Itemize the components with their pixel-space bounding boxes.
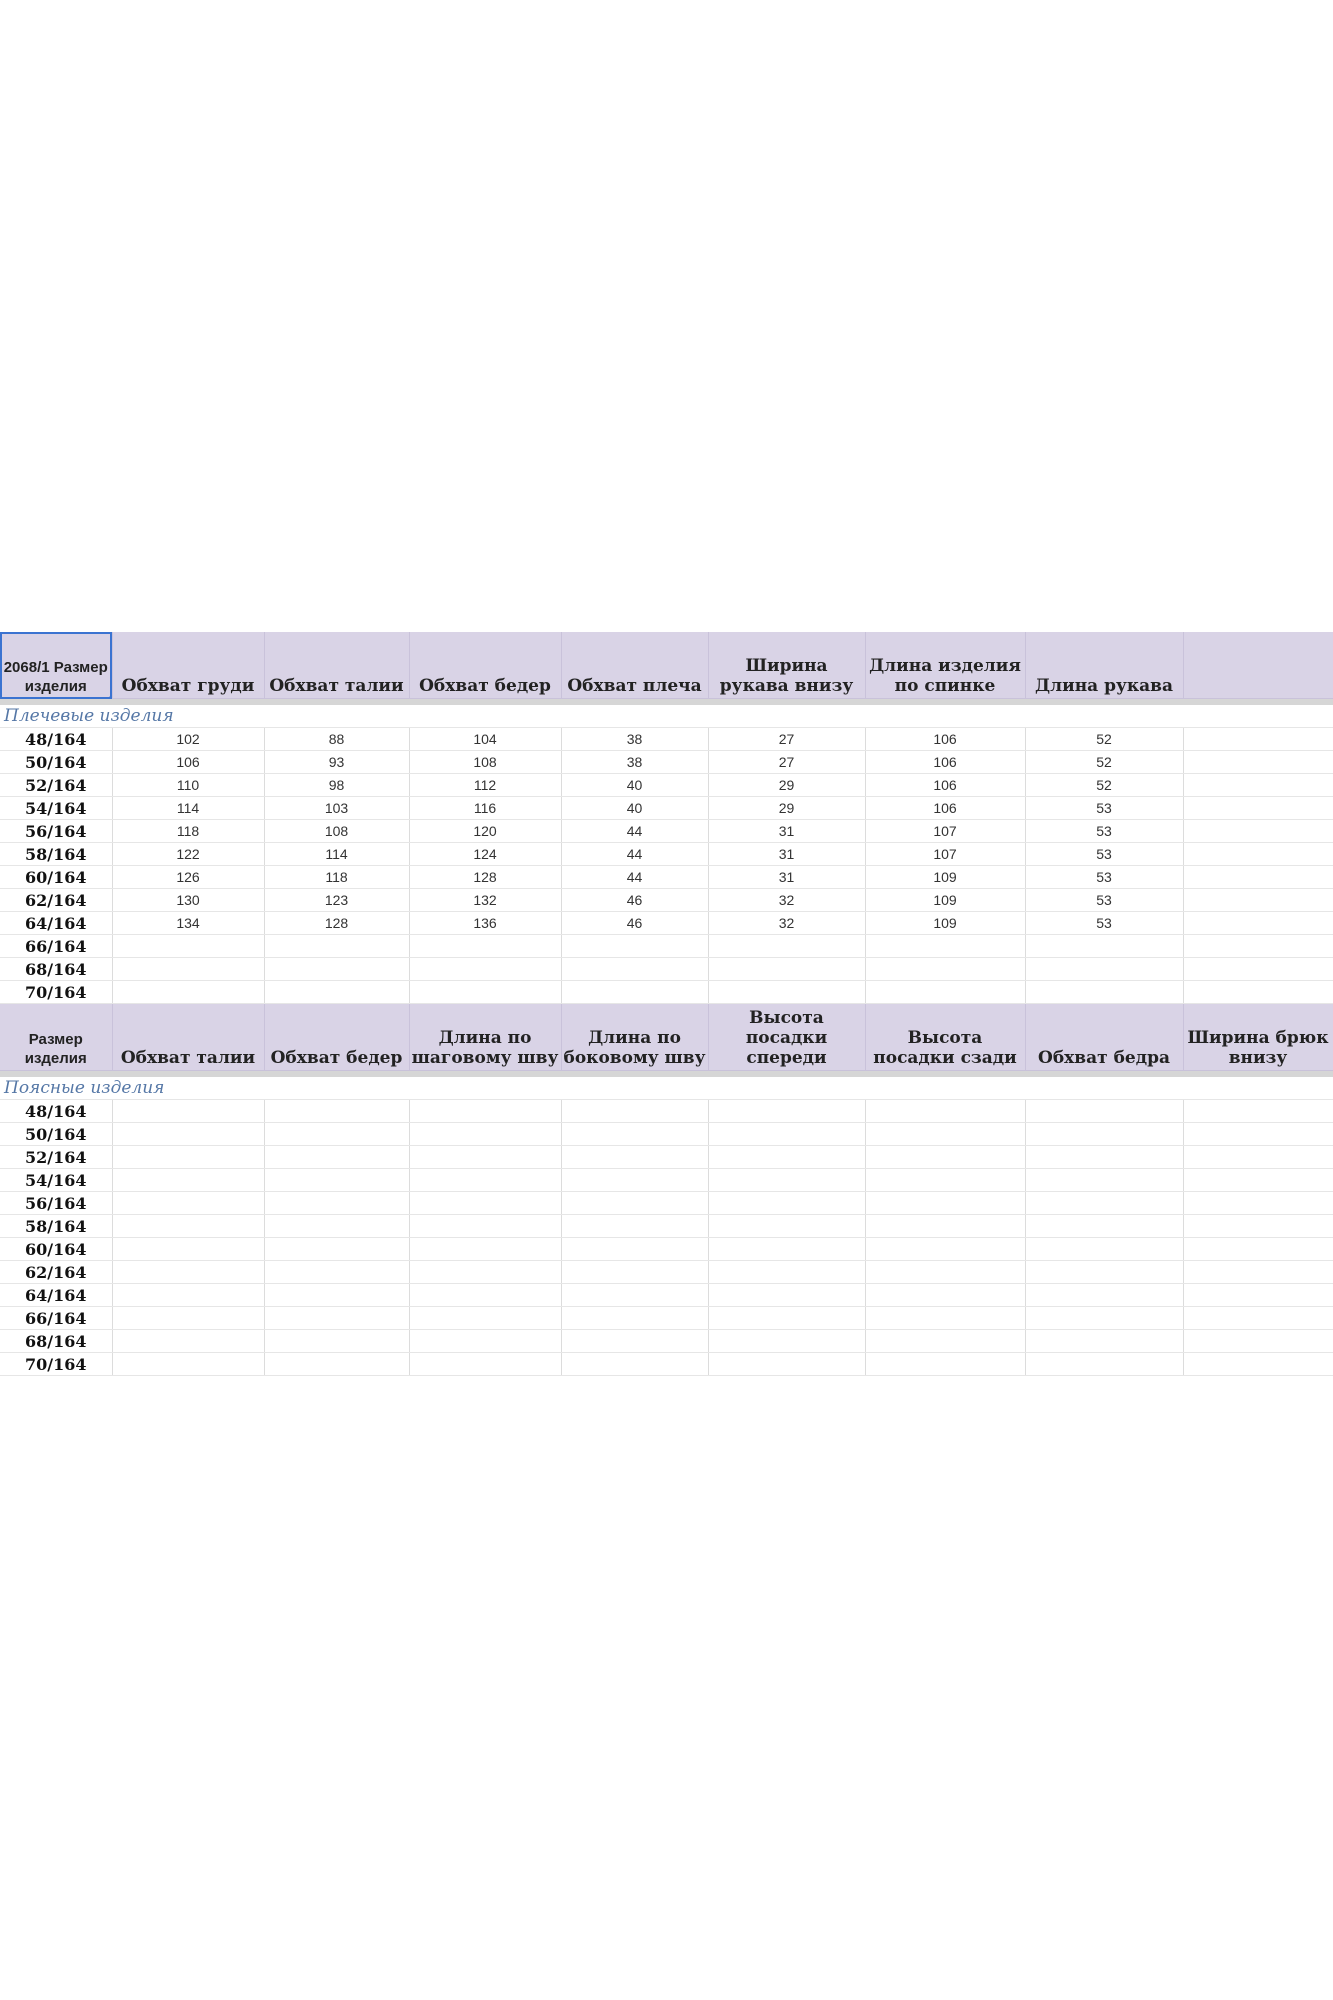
value-cell[interactable]: [409, 1169, 561, 1192]
value-cell[interactable]: [865, 958, 1025, 981]
value-cell[interactable]: [112, 1146, 264, 1169]
value-cell[interactable]: [112, 1307, 264, 1330]
value-cell[interactable]: [708, 1123, 865, 1146]
value-cell[interactable]: [1183, 935, 1333, 958]
value-cell[interactable]: [561, 981, 708, 1004]
value-cell[interactable]: [561, 1169, 708, 1192]
value-cell[interactable]: 126: [112, 866, 264, 889]
value-cell[interactable]: [561, 1330, 708, 1353]
value-cell[interactable]: [1025, 1261, 1183, 1284]
size-cell[interactable]: 56/164: [0, 820, 112, 843]
waist-header-row: [0, 1004, 1333, 1071]
value-cell[interactable]: [112, 1353, 264, 1376]
value-cell[interactable]: [708, 981, 865, 1004]
shoulder-header-cell[interactable]: Обхват груди: [112, 632, 264, 699]
value-cell[interactable]: [1183, 751, 1333, 774]
value-cell[interactable]: [865, 981, 1025, 1004]
shoulder-header-cell[interactable]: Длина изделия по спинке: [865, 632, 1025, 699]
size-cell[interactable]: 58/164: [0, 1215, 112, 1238]
waist-header-cell[interactable]: Высота посадки сзади: [865, 1004, 1025, 1071]
value-cell[interactable]: [264, 1307, 409, 1330]
value-cell[interactable]: [561, 1146, 708, 1169]
value-cell[interactable]: [1025, 1284, 1183, 1307]
value-cell[interactable]: [1025, 1330, 1183, 1353]
size-cell[interactable]: 64/164: [0, 912, 112, 935]
value-cell[interactable]: 52: [1025, 751, 1183, 774]
waist-header-cell[interactable]: Обхват бедра: [1025, 1004, 1183, 1071]
value-cell[interactable]: [409, 935, 561, 958]
value-cell[interactable]: 53: [1025, 866, 1183, 889]
value-cell[interactable]: 136: [409, 912, 561, 935]
value-cell[interactable]: [264, 958, 409, 981]
value-cell[interactable]: [264, 1123, 409, 1146]
value-cell[interactable]: [865, 1169, 1025, 1192]
table-row: [0, 1284, 1333, 1307]
value-cell[interactable]: 53: [1025, 843, 1183, 866]
size-cell[interactable]: 68/164: [0, 1330, 112, 1353]
size-cell[interactable]: 54/164: [0, 797, 112, 820]
value-cell[interactable]: [865, 1353, 1025, 1376]
value-cell[interactable]: [1025, 981, 1183, 1004]
value-cell[interactable]: 123: [264, 889, 409, 912]
value-cell[interactable]: 134: [112, 912, 264, 935]
value-cell[interactable]: 132: [409, 889, 561, 912]
value-cell[interactable]: [264, 1353, 409, 1376]
value-cell[interactable]: [865, 1123, 1025, 1146]
value-cell[interactable]: 46: [561, 889, 708, 912]
value-cell[interactable]: [1183, 1261, 1333, 1284]
value-cell[interactable]: [112, 1215, 264, 1238]
value-cell[interactable]: [1183, 797, 1333, 820]
value-cell[interactable]: [708, 1146, 865, 1169]
table-row: [0, 843, 1333, 866]
value-cell[interactable]: [112, 1330, 264, 1353]
table-row: [0, 728, 1333, 751]
value-cell[interactable]: [708, 1353, 865, 1376]
value-cell[interactable]: 27: [708, 751, 865, 774]
value-cell[interactable]: [1183, 889, 1333, 912]
value-cell[interactable]: [561, 1307, 708, 1330]
size-cell[interactable]: 52/164: [0, 1146, 112, 1169]
table-row: [0, 889, 1333, 912]
size-chart-grid: [0, 632, 1333, 1376]
value-cell[interactable]: 109: [865, 889, 1025, 912]
value-cell[interactable]: [1183, 912, 1333, 935]
value-cell[interactable]: [112, 981, 264, 1004]
value-cell[interactable]: 102: [112, 728, 264, 751]
shoulder-section-row: [0, 705, 1333, 728]
value-cell[interactable]: 128: [409, 866, 561, 889]
value-cell[interactable]: [112, 1169, 264, 1192]
table-row: [0, 981, 1333, 1004]
size-cell[interactable]: 66/164: [0, 935, 112, 958]
size-cell[interactable]: 66/164: [0, 1307, 112, 1330]
value-cell[interactable]: [409, 1353, 561, 1376]
size-cell[interactable]: 48/164: [0, 728, 112, 751]
size-cell[interactable]: 64/164: [0, 1284, 112, 1307]
value-cell[interactable]: [561, 1261, 708, 1284]
size-cell[interactable]: 50/164: [0, 751, 112, 774]
table-row: [0, 1353, 1333, 1376]
value-cell[interactable]: 106: [865, 728, 1025, 751]
table-row: [0, 1169, 1333, 1192]
table-row: [0, 774, 1333, 797]
size-cell[interactable]: 62/164: [0, 1261, 112, 1284]
shoulder-header-cell[interactable]: Ширина рукава внизу: [708, 632, 865, 699]
value-cell[interactable]: [1183, 1100, 1333, 1123]
value-cell[interactable]: 106: [865, 774, 1025, 797]
value-cell[interactable]: [1183, 820, 1333, 843]
value-cell[interactable]: [865, 1261, 1025, 1284]
value-cell[interactable]: [1183, 1238, 1333, 1261]
value-cell[interactable]: [1183, 1192, 1333, 1215]
value-cell[interactable]: 108: [264, 820, 409, 843]
value-cell[interactable]: [409, 1146, 561, 1169]
shoulder-header-cell[interactable]: Обхват талии: [264, 632, 409, 699]
value-cell[interactable]: [112, 1284, 264, 1307]
table-row: [0, 1261, 1333, 1284]
value-cell[interactable]: [264, 1238, 409, 1261]
value-cell[interactable]: [264, 981, 409, 1004]
value-cell[interactable]: [561, 1100, 708, 1123]
value-cell[interactable]: 32: [708, 912, 865, 935]
value-cell[interactable]: [865, 1307, 1025, 1330]
value-cell[interactable]: [1025, 1146, 1183, 1169]
value-cell[interactable]: [112, 958, 264, 981]
value-cell[interactable]: [1183, 1307, 1333, 1330]
value-cell[interactable]: [561, 1353, 708, 1376]
waist-header-cell[interactable]: Длина по шаговому шву: [409, 1004, 561, 1071]
value-cell[interactable]: 116: [409, 797, 561, 820]
value-cell[interactable]: [708, 1261, 865, 1284]
value-cell[interactable]: [708, 1192, 865, 1215]
table-row: [0, 912, 1333, 935]
value-cell[interactable]: 29: [708, 774, 865, 797]
shoulder-header-cell[interactable]: [1183, 632, 1333, 699]
value-cell[interactable]: [1025, 1100, 1183, 1123]
value-cell[interactable]: [409, 1307, 561, 1330]
size-cell[interactable]: 56/164: [0, 1192, 112, 1215]
value-cell[interactable]: [112, 1261, 264, 1284]
value-cell[interactable]: [409, 1261, 561, 1284]
value-cell[interactable]: [1025, 1307, 1183, 1330]
value-cell[interactable]: [1183, 1123, 1333, 1146]
value-cell[interactable]: 114: [112, 797, 264, 820]
value-cell[interactable]: [561, 1215, 708, 1238]
value-cell[interactable]: 103: [264, 797, 409, 820]
value-cell[interactable]: [561, 935, 708, 958]
value-cell[interactable]: [409, 1215, 561, 1238]
value-cell[interactable]: [264, 1215, 409, 1238]
size-cell[interactable]: 60/164: [0, 1238, 112, 1261]
table-row: [0, 1215, 1333, 1238]
size-cell[interactable]: 54/164: [0, 1169, 112, 1192]
value-cell[interactable]: [865, 1100, 1025, 1123]
waist-header-cell[interactable]: Ширина брюк внизу: [1183, 1004, 1333, 1071]
value-cell[interactable]: [409, 1284, 561, 1307]
shoulder-header-cell[interactable]: 2068/1 Размер изделия: [0, 632, 112, 699]
value-cell[interactable]: [1183, 1215, 1333, 1238]
value-cell[interactable]: 124: [409, 843, 561, 866]
size-cell[interactable]: 62/164: [0, 889, 112, 912]
value-cell[interactable]: [1183, 774, 1333, 797]
value-cell[interactable]: 31: [708, 820, 865, 843]
value-cell[interactable]: 130: [112, 889, 264, 912]
shoulder-header-row: [0, 632, 1333, 699]
value-cell[interactable]: 106: [112, 751, 264, 774]
value-cell[interactable]: [1025, 1169, 1183, 1192]
value-cell[interactable]: 128: [264, 912, 409, 935]
waist-header-cell[interactable]: Длина по боковому шву: [561, 1004, 708, 1071]
value-cell[interactable]: [1025, 1123, 1183, 1146]
value-cell[interactable]: [708, 1307, 865, 1330]
value-cell[interactable]: 44: [561, 820, 708, 843]
value-cell[interactable]: [264, 1169, 409, 1192]
value-cell[interactable]: 108: [409, 751, 561, 774]
value-cell[interactable]: 114: [264, 843, 409, 866]
value-cell[interactable]: [1183, 1284, 1333, 1307]
value-cell[interactable]: [1183, 1330, 1333, 1353]
waist-section-label[interactable]: Поясные изделия: [0, 1077, 1333, 1100]
value-cell[interactable]: [1025, 1238, 1183, 1261]
value-cell[interactable]: 107: [865, 820, 1025, 843]
value-cell[interactable]: [112, 1123, 264, 1146]
value-cell[interactable]: [561, 1284, 708, 1307]
value-cell[interactable]: [865, 1192, 1025, 1215]
value-cell[interactable]: [112, 1238, 264, 1261]
value-cell[interactable]: [112, 1100, 264, 1123]
value-cell[interactable]: 106: [865, 751, 1025, 774]
value-cell[interactable]: 118: [112, 820, 264, 843]
shoulder-section-label[interactable]: Плечевые изделия: [0, 705, 1333, 728]
table-row: [0, 1100, 1333, 1123]
value-cell[interactable]: 93: [264, 751, 409, 774]
table-row: [0, 1330, 1333, 1353]
value-cell[interactable]: 122: [112, 843, 264, 866]
value-cell[interactable]: [1025, 1215, 1183, 1238]
size-cell[interactable]: 60/164: [0, 866, 112, 889]
value-cell[interactable]: 98: [264, 774, 409, 797]
value-cell[interactable]: [264, 1261, 409, 1284]
value-cell[interactable]: 31: [708, 866, 865, 889]
value-cell[interactable]: 38: [561, 728, 708, 751]
value-cell[interactable]: 109: [865, 912, 1025, 935]
size-cell[interactable]: 48/164: [0, 1100, 112, 1123]
size-cell[interactable]: 70/164: [0, 981, 112, 1004]
value-cell[interactable]: [409, 1330, 561, 1353]
value-cell[interactable]: [708, 1284, 865, 1307]
value-cell[interactable]: [708, 1330, 865, 1353]
value-cell[interactable]: [561, 1123, 708, 1146]
shoulder-header-cell[interactable]: Длина рукава: [1025, 632, 1183, 699]
value-cell[interactable]: 88: [264, 728, 409, 751]
value-cell[interactable]: [865, 1238, 1025, 1261]
value-cell[interactable]: [561, 1192, 708, 1215]
value-cell[interactable]: 32: [708, 889, 865, 912]
value-cell[interactable]: [1183, 866, 1333, 889]
value-cell[interactable]: [264, 935, 409, 958]
value-cell[interactable]: [561, 1238, 708, 1261]
value-cell[interactable]: [112, 1192, 264, 1215]
size-cell[interactable]: 58/164: [0, 843, 112, 866]
value-cell[interactable]: [409, 1123, 561, 1146]
value-cell[interactable]: [865, 935, 1025, 958]
value-cell[interactable]: 104: [409, 728, 561, 751]
waist-header-cell[interactable]: Высота посадки спереди: [708, 1004, 865, 1071]
size-cell[interactable]: 52/164: [0, 774, 112, 797]
value-cell[interactable]: 38: [561, 751, 708, 774]
value-cell[interactable]: [708, 1238, 865, 1261]
value-cell[interactable]: [708, 1215, 865, 1238]
value-cell[interactable]: [264, 1100, 409, 1123]
value-cell[interactable]: 112: [409, 774, 561, 797]
value-cell[interactable]: 52: [1025, 774, 1183, 797]
waist-header-cell[interactable]: Размер изделия: [0, 1004, 112, 1071]
value-cell[interactable]: [264, 1284, 409, 1307]
value-cell[interactable]: 109: [865, 866, 1025, 889]
value-cell[interactable]: [1025, 1192, 1183, 1215]
value-cell[interactable]: 52: [1025, 728, 1183, 751]
shoulder-header-cell[interactable]: Обхват плеча: [561, 632, 708, 699]
value-cell[interactable]: [865, 1215, 1025, 1238]
value-cell[interactable]: 53: [1025, 912, 1183, 935]
value-cell[interactable]: [1183, 1146, 1333, 1169]
value-cell[interactable]: 53: [1025, 797, 1183, 820]
value-cell[interactable]: [865, 1146, 1025, 1169]
value-cell[interactable]: 46: [561, 912, 708, 935]
value-cell[interactable]: 110: [112, 774, 264, 797]
value-cell[interactable]: 29: [708, 797, 865, 820]
table-row: [0, 820, 1333, 843]
value-cell[interactable]: 44: [561, 866, 708, 889]
value-cell[interactable]: 44: [561, 843, 708, 866]
value-cell[interactable]: [708, 1100, 865, 1123]
table-row: [0, 797, 1333, 820]
value-cell[interactable]: [708, 958, 865, 981]
value-cell[interactable]: 118: [264, 866, 409, 889]
value-cell[interactable]: 53: [1025, 820, 1183, 843]
table-row: [0, 1307, 1333, 1330]
value-cell[interactable]: 106: [865, 797, 1025, 820]
value-cell[interactable]: 27: [708, 728, 865, 751]
value-cell[interactable]: 120: [409, 820, 561, 843]
table-row: [0, 1192, 1333, 1215]
value-cell[interactable]: 31: [708, 843, 865, 866]
value-cell[interactable]: [1183, 1169, 1333, 1192]
value-cell[interactable]: [264, 1146, 409, 1169]
value-cell[interactable]: [708, 1169, 865, 1192]
size-cell[interactable]: 50/164: [0, 1123, 112, 1146]
value-cell[interactable]: [409, 958, 561, 981]
value-cell[interactable]: [561, 958, 708, 981]
value-cell[interactable]: [409, 1100, 561, 1123]
value-cell[interactable]: 53: [1025, 889, 1183, 912]
table-row: [0, 866, 1333, 889]
value-cell[interactable]: [1183, 958, 1333, 981]
size-cell[interactable]: 70/164: [0, 1353, 112, 1376]
waist-header-cell[interactable]: Обхват бедер: [264, 1004, 409, 1071]
table-row: [0, 935, 1333, 958]
table-row: [0, 1238, 1333, 1261]
spreadsheet: [0, 632, 1333, 1376]
size-cell[interactable]: 68/164: [0, 958, 112, 981]
waist-header-cell[interactable]: Обхват талии: [112, 1004, 264, 1071]
value-cell[interactable]: [865, 1330, 1025, 1353]
shoulder-header-cell[interactable]: Обхват бедер: [409, 632, 561, 699]
value-cell[interactable]: [409, 1238, 561, 1261]
value-cell[interactable]: [708, 935, 865, 958]
table-row: [0, 958, 1333, 981]
value-cell[interactable]: [1183, 981, 1333, 1004]
value-cell[interactable]: [865, 1284, 1025, 1307]
value-cell[interactable]: [1025, 1353, 1183, 1376]
value-cell[interactable]: [1025, 958, 1183, 981]
value-cell[interactable]: [409, 981, 561, 1004]
table-row: [0, 1146, 1333, 1169]
value-cell[interactable]: [1183, 1353, 1333, 1376]
value-cell[interactable]: [409, 1192, 561, 1215]
value-cell[interactable]: [1025, 935, 1183, 958]
value-cell[interactable]: 107: [865, 843, 1025, 866]
table-row: [0, 751, 1333, 774]
table-row: [0, 1123, 1333, 1146]
value-cell[interactable]: [1183, 843, 1333, 866]
value-cell[interactable]: [1183, 728, 1333, 751]
value-cell[interactable]: 40: [561, 774, 708, 797]
value-cell[interactable]: [264, 1330, 409, 1353]
waist-section-row: [0, 1077, 1333, 1100]
value-cell[interactable]: [112, 935, 264, 958]
value-cell[interactable]: 40: [561, 797, 708, 820]
value-cell[interactable]: [264, 1192, 409, 1215]
